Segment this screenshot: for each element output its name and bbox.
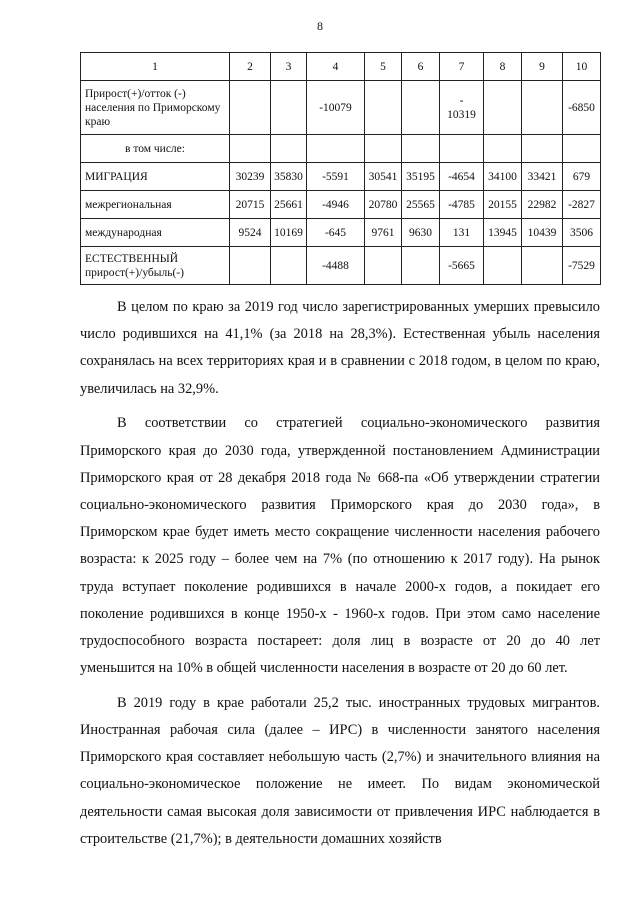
header-cell: 9 [522,53,563,81]
table-cell: -5665 [440,247,484,285]
row-label: в том числе: [81,135,230,163]
table-cell: 35830 [271,163,307,191]
table-cell: -4785 [440,191,484,219]
table-cell: 9630 [402,219,440,247]
table-cell: 22982 [522,191,563,219]
table-cell [365,81,402,135]
table-cell: 9761 [365,219,402,247]
table-cell: 33421 [522,163,563,191]
table-cell [365,135,402,163]
header-cell: 10 [563,53,601,81]
table-cell [402,81,440,135]
row-label: Прирост(+)/отток (-) населения по Приморскому краю [81,81,230,135]
table-cell: -4946 [307,191,365,219]
table-cell: -10079 [307,81,365,135]
table-row [81,191,601,219]
table-cell [522,135,563,163]
table-cell: -7529 [563,247,601,285]
row-label: МИГРАЦИЯ [81,163,230,191]
table-cell: -2827 [563,191,601,219]
table-cell: -6850 [563,81,601,135]
table-cell [271,81,307,135]
table-cell [563,135,601,163]
header-cell: 7 [440,53,484,81]
body-text [80,294,600,853]
header-cell: 6 [402,53,440,81]
table-cell [230,81,271,135]
table-cell [271,247,307,285]
table-cell: -4654 [440,163,484,191]
header-cell: 8 [484,53,522,81]
table-row [81,135,601,163]
header-cell: 5 [365,53,402,81]
table-row [81,163,601,191]
table-cell: 131 [440,219,484,247]
page-number: 8 [317,19,323,33]
header-cell: 1 [81,53,230,81]
row-label: ЕСТЕСТВЕННЫЙ прирост(+)/убыль(-) [81,247,230,285]
table-cell: 25565 [402,191,440,219]
table-cell [484,135,522,163]
table-cell: 679 [563,163,601,191]
paragraph: В соответствии со стратегией социально-экономического развития Приморского края до 2030 года, утвержденной постановлением Администрации Приморского края от 28 декабря 2018 года № 668-па «Об утверждении стратегии социально-экономического развития Приморского края до 2030 года», в Приморском крае будет иметь место сокращение численности населения рабочего возраста: к 2025 году – более чем на 7% (по отношению к 2017 году). На рынок труда вступает поколение родившихся в начале 2000-х годов, а покидает его поколение родившихся в конце 1950-х - 1960-х годов. При этом само население трудоспособного возраста постареет: доля лиц в возрасте от 20 до 40 лет уменьшится на 10% в общей численности населения в возрасте от 20 до 60 лет. [80,415,600,677]
table-cell: 3506 [563,219,601,247]
table-cell: 30541 [365,163,402,191]
table-cell [230,135,271,163]
header-cell: 4 [307,53,365,81]
table-cell: - 10319 [440,81,484,135]
table-cell [307,135,365,163]
table-cell: 30239 [230,163,271,191]
table-cell: 25661 [271,191,307,219]
paragraph: В целом по краю за 2019 год число зарегистрированных умерших превысило число родившихся на 41,1% (за 2018 на 28,3%). Естественная убыль населения сохранялась на всех территориях края и в сравнении с 2018 годом, в целом по краю, увеличилась на 32,9%. [80,299,600,397]
header-cell: 2 [230,53,271,81]
table-cell [230,247,271,285]
table-cell [522,247,563,285]
table-cell [271,135,307,163]
paragraph: В 2019 году в крае работали 25,2 тыс. иностранных трудовых мигрантов. Иностранная рабочая сила (далее – ИРС) в численности занятого населения Приморского края составляет небольшую часть (2,7%) и значительного влияния на социально-экономическое положение не имеет. По видам экономической деятельности самая высокая доля зависимости от привлечения ИРС наблюдается в строительстве (21,7%); в деятельности домашних хозяйств [80,694,600,847]
header-cell: 3 [271,53,307,81]
row-label: межрегиональная [81,191,230,219]
migration-table [80,52,601,285]
table-cell [402,135,440,163]
table-cell: 10169 [271,219,307,247]
table-row [81,219,601,247]
table-row [81,247,601,285]
table-cell: -5591 [307,163,365,191]
table-cell [484,81,522,135]
table-cell: 20780 [365,191,402,219]
table-cell: 9524 [230,219,271,247]
table-cell: 20155 [484,191,522,219]
table-cell [522,81,563,135]
table-cell: 20715 [230,191,271,219]
table-row [81,81,601,135]
table-cell [440,135,484,163]
table-cell: 34100 [484,163,522,191]
table-cell [365,247,402,285]
table-header-row [81,53,601,81]
table-cell [402,247,440,285]
table-cell: -4488 [307,247,365,285]
table-cell [484,247,522,285]
table-cell: 35195 [402,163,440,191]
table-cell: 13945 [484,219,522,247]
row-label: международная [81,219,230,247]
table-cell: 10439 [522,219,563,247]
table-cell: -645 [307,219,365,247]
